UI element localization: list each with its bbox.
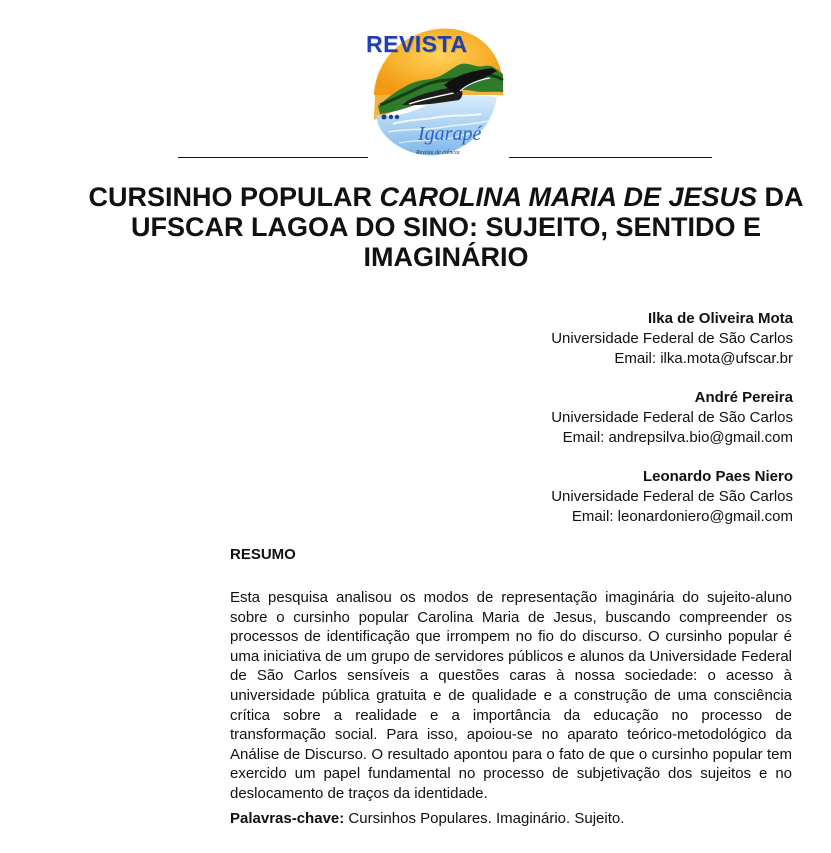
keywords-line <box>230 809 792 828</box>
abstract-text: Esta pesquisa analisou os modos de representação imaginária do sujeito-aluno sobre o cursinho popular Carolina Maria de Jesus, buscando compreender os processos de identificação que irrompem no fio do discurso. O cursinho popular é uma iniciativa de um grupo de servidores públicos e alunos da Universidade Federal de São Carlos sensíveis a questões caras à nossa sociedade: o acesso à universidade pública gratuita e de qualidade e a construção de uma consciência crítica sobre a realidade e a importância da educação no processo de transformação social. Para isso, apoiou-se no aparato teórico-metodológico da Análise de Discurso. O resultado apontou para o fato de que o cursinho popular tem exercido um papel fundamental no processo de subjetivação dos sujeitos e no deslocamento de traços da identidade. <box>230 589 792 802</box>
author-affiliation: Universidade Federal de São Carlos <box>551 488 793 505</box>
author-block <box>373 309 793 369</box>
abstract-section <box>230 545 792 828</box>
abstract-heading: RESUMO <box>230 546 296 563</box>
journal-logo-caption: Revista de ciência <box>416 150 460 156</box>
author-email: Email: ilka.mota@ufscar.br <box>614 350 793 367</box>
header-left-rule <box>178 157 368 158</box>
author-list <box>373 309 793 546</box>
author-name: André Pereira <box>694 389 793 406</box>
journal-logo-title: REVISTA <box>366 31 468 57</box>
author-name: Leonardo Paes Niero <box>642 468 793 485</box>
author-block <box>373 388 793 448</box>
author-affiliation: Universidade Federal de São Carlos <box>551 330 793 347</box>
author-email: Email: leonardoniero@gmail.com <box>571 508 793 525</box>
article-title <box>88 182 804 272</box>
article-title-part-1: CURSINHO POPULAR <box>88 182 380 212</box>
article-title-italic-part: CAROLINA MARIA DE JESUS <box>379 182 758 212</box>
keywords-label: Palavras-chave: <box>230 809 345 827</box>
keywords-value: Cursinhos Populares. Imaginário. Sujeito. <box>344 809 625 827</box>
header-right-rule <box>509 157 712 158</box>
author-affiliation: Universidade Federal de São Carlos <box>551 409 793 426</box>
author-block <box>373 467 793 527</box>
author-email: Email: andrepsilva.bio@gmail.com <box>562 429 793 446</box>
journal-logo <box>360 16 510 164</box>
journal-logo-subtitle: Igarapé <box>418 123 482 145</box>
author-name: Ilka de Oliveira Mota <box>647 310 793 327</box>
article-title-part-2: DA UFSCAR LAGOA DO SINO: SUJEITO, SENTIDO E IMAGINÁRIO <box>130 182 804 272</box>
